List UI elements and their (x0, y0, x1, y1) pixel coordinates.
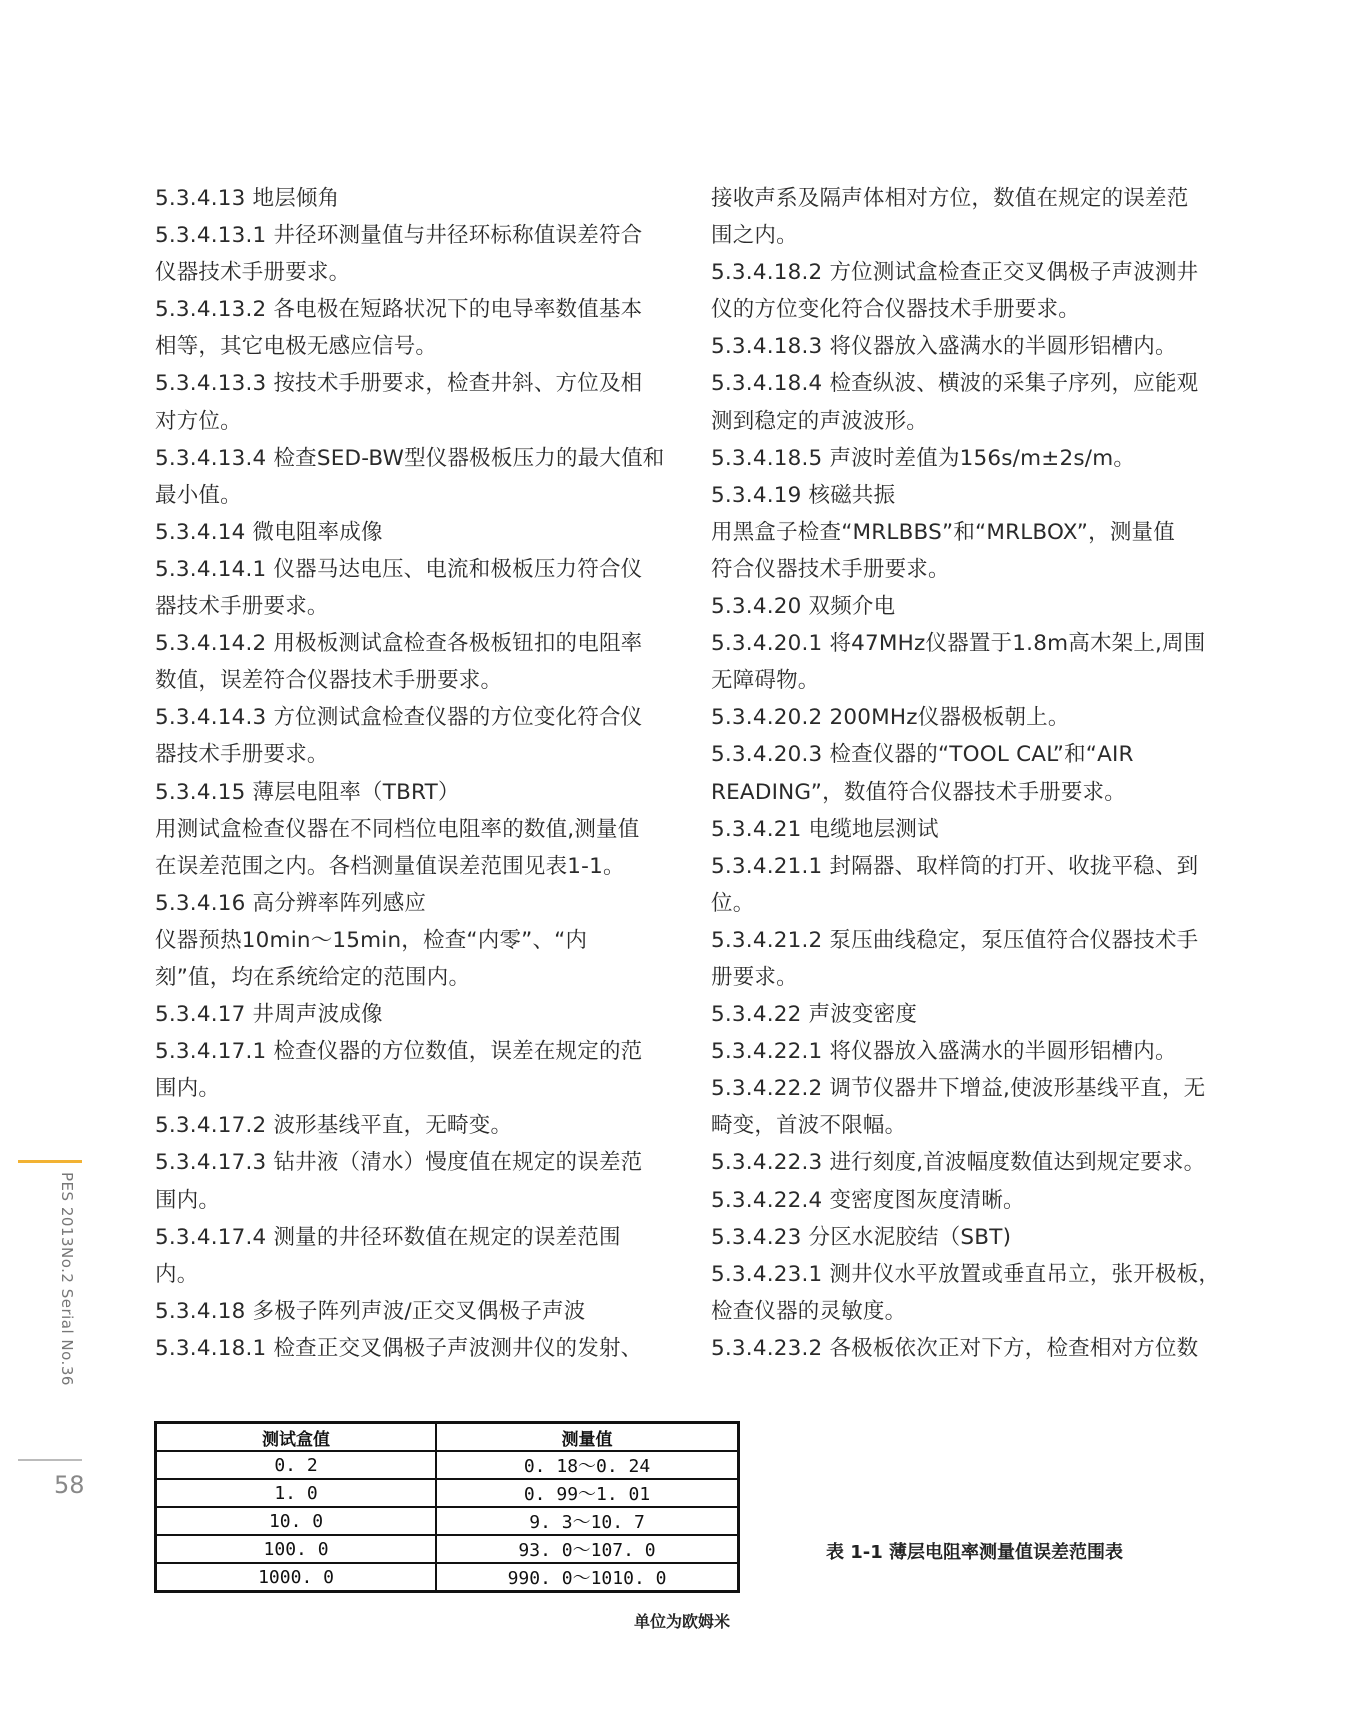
text-line: 5.3.4.23.1 测井仪水平放置或垂直吊立，张开极板， (711, 1261, 1221, 1287)
text-line: 5.3.4.21 电缆地层测试 (711, 816, 939, 842)
table-cell: 990. 0～1010. 0 (436, 1563, 738, 1592)
table-row (156, 1451, 739, 1479)
page-number: 58 (54, 1471, 85, 1499)
text-line: 对方位。 (155, 408, 242, 434)
text-line: 5.3.4.22.2 调节仪器井下增益,使波形基线平直，无 (711, 1076, 1206, 1102)
text-line: 检查仪器的灵敏度。 (711, 1298, 907, 1324)
text-line: 测到稳定的声波波形。 (711, 408, 929, 434)
text-line: 5.3.4.13.4 检查SED-BW型仪器极板压力的最大值和 (155, 445, 665, 471)
text-line: 最小值。 (155, 482, 242, 508)
text-line: 5.3.4.18.5 声波时差值为156s/m±2s/m。 (711, 445, 1136, 471)
text-line: 5.3.4.13.1 井径环测量值与井径环标称值误差符合 (155, 223, 643, 249)
text-line: 5.3.4.18.4 检查纵波、横波的采集子序列，应能观 (711, 371, 1199, 397)
text-line: 数值，误差符合仪器技术手册要求。 (155, 668, 503, 694)
text-line: 5.3.4.18.3 将仪器放入盛满水的半圆形铝槽内。 (711, 334, 1177, 360)
text-line: 5.3.4.14.1 仪器马达电压、电流和极板压力符合仪 (155, 556, 643, 582)
text-line: 5.3.4.13 地层倾角 (155, 186, 340, 211)
text-line: 5.3.4.20.3 检查仪器的“TOOL CAL”和“AIR (711, 742, 1134, 768)
text-line: 5.3.4.20.2 200MHz仪器极板朝上。 (711, 705, 1070, 731)
table-header-row (156, 1423, 739, 1452)
text-line: 5.3.4.18 多极子阵列声波/正交叉偶极子声波 (155, 1298, 586, 1324)
text-line: 5.3.4.14.3 方位测试盒检查仪器的方位变化符合仪 (155, 705, 643, 731)
text-line: 5.3.4.17.1 检查仪器的方位数值，误差在规定的范 (155, 1039, 643, 1065)
table-cell: 10. 0 (156, 1507, 437, 1535)
text-line: 5.3.4.17 井周声波成像 (155, 1002, 383, 1028)
text-line: 5.3.4.14.2 用极板测试盒检查各极板钮扣的电阻率 (155, 631, 643, 657)
margin-accent-rule (18, 1160, 82, 1163)
text-line: 5.3.4.13.2 各电极在短路状况下的电导率数值基本 (155, 297, 643, 323)
text-line: 接收声系及隔声体相对方位，数值在规定的误差范 (711, 186, 1189, 211)
text-line: 器技术手册要求。 (155, 742, 329, 768)
table-row (156, 1479, 739, 1507)
table-cell: 1000. 0 (156, 1563, 437, 1592)
text-line: 相等，其它电极无感应信号。 (155, 334, 438, 360)
table-cell: 0. 99～1. 01 (436, 1479, 738, 1507)
table-cell: 0. 2 (156, 1451, 437, 1479)
text-line: 5.3.4.16 高分辨率阵列感应 (155, 890, 427, 916)
text-line: 内。 (155, 1261, 199, 1287)
table-header-cell: 测量值 (436, 1423, 738, 1452)
text-line: 5.3.4.18.2 方位测试盒检查正交叉偶极子声波测井 (711, 260, 1199, 286)
table-unit-note: 单位为欧姆米 (634, 1612, 731, 1631)
text-line: 无障碍物。 (711, 668, 820, 694)
text-line: 5.3.4.15 薄层电阻率（TBRT） (155, 779, 460, 805)
table-cell: 1. 0 (156, 1479, 437, 1507)
left-text-column (155, 180, 665, 1367)
text-line: READING”，数值符合仪器技术手册要求。 (711, 779, 1126, 805)
margin-divider (18, 1459, 82, 1461)
text-line: 用黑盒子检查“MRLBBS”和“MRLBOX”，测量值 (711, 519, 1175, 545)
text-line: 畸变，首波不限幅。 (711, 1113, 907, 1139)
text-line: 用测试盒检查仪器在不同档位电阻率的数值,测量值 (155, 816, 640, 842)
text-line: 5.3.4.22 声波变密度 (711, 1002, 918, 1028)
text-line: 位。 (711, 890, 755, 916)
text-line: 5.3.4.21.2 泵压曲线稳定，泵压值符合仪器技术手 (711, 927, 1199, 953)
text-line: 仪的方位变化符合仪器技术手册要求。 (711, 297, 1080, 323)
text-line: 5.3.4.13.3 按技术手册要求，检查井斜、方位及相 (155, 371, 643, 397)
right-text-column (711, 180, 1221, 1367)
text-line: 5.3.4.17.4 测量的井径环数值在规定的误差范围 (155, 1224, 621, 1250)
table-cell: 100. 0 (156, 1535, 437, 1563)
text-line: 5.3.4.19 核磁共振 (711, 482, 896, 508)
table-header-cell: 测试盒值 (156, 1423, 437, 1452)
journal-info: PES 2013No.2 Serial No.36 (58, 1172, 76, 1386)
text-line: 仪器技术手册要求。 (155, 260, 351, 286)
table-row (156, 1507, 739, 1535)
text-line: 围之内。 (711, 223, 798, 249)
text-line: 5.3.4.18.1 检查正交叉偶极子声波测井仪的发射、 (155, 1335, 643, 1361)
table-cell: 0. 18～0. 24 (436, 1451, 738, 1479)
text-line: 5.3.4.17.3 钻井液（清水）慢度值在规定的误差范 (155, 1150, 643, 1176)
table-cell: 9. 3～10. 7 (436, 1507, 738, 1535)
text-line: 围内。 (155, 1187, 221, 1213)
text-line: 在误差范围之内。各档测量值误差范围见表1-1。 (155, 853, 625, 879)
text-line: 5.3.4.17.2 波形基线平直，无畸变。 (155, 1113, 513, 1139)
text-line: 5.3.4.14 微电阻率成像 (155, 519, 383, 545)
text-line: 符合仪器技术手册要求。 (711, 556, 950, 582)
text-line: 册要求。 (711, 964, 798, 990)
text-line: 刻”值，均在系统给定的范围内。 (155, 964, 471, 990)
text-line: 围内。 (155, 1076, 221, 1102)
table-caption: 表 1-1 薄层电阻率测量值误差范围表 (826, 1542, 1124, 1563)
table-row (156, 1535, 739, 1563)
text-line: 器技术手册要求。 (155, 594, 329, 620)
text-line: 5.3.4.20 双频介电 (711, 594, 896, 620)
text-line: 5.3.4.22.1 将仪器放入盛满水的半圆形铝槽内。 (711, 1039, 1177, 1065)
text-line: 5.3.4.23.2 各极板依次正对下方，检查相对方位数 (711, 1335, 1199, 1361)
table-row (156, 1563, 739, 1592)
text-line: 5.3.4.23 分区水泥胶结（SBT) (711, 1224, 1012, 1250)
resistivity-table (154, 1421, 740, 1593)
text-line: 仪器预热10min～15min，检查“内零”、“内 (155, 927, 588, 953)
text-line: 5.3.4.22.4 变密度图灰度清晰。 (711, 1187, 1025, 1213)
text-line: 5.3.4.21.1 封隔器、取样筒的打开、收拢平稳、到 (711, 853, 1199, 879)
text-line: 5.3.4.22.3 进行刻度,首波幅度数值达到规定要求。 (711, 1150, 1206, 1176)
text-line: 5.3.4.20.1 将47MHz仪器置于1.8m高木架上,周围 (711, 631, 1206, 657)
table-cell: 93. 0～107. 0 (436, 1535, 738, 1563)
